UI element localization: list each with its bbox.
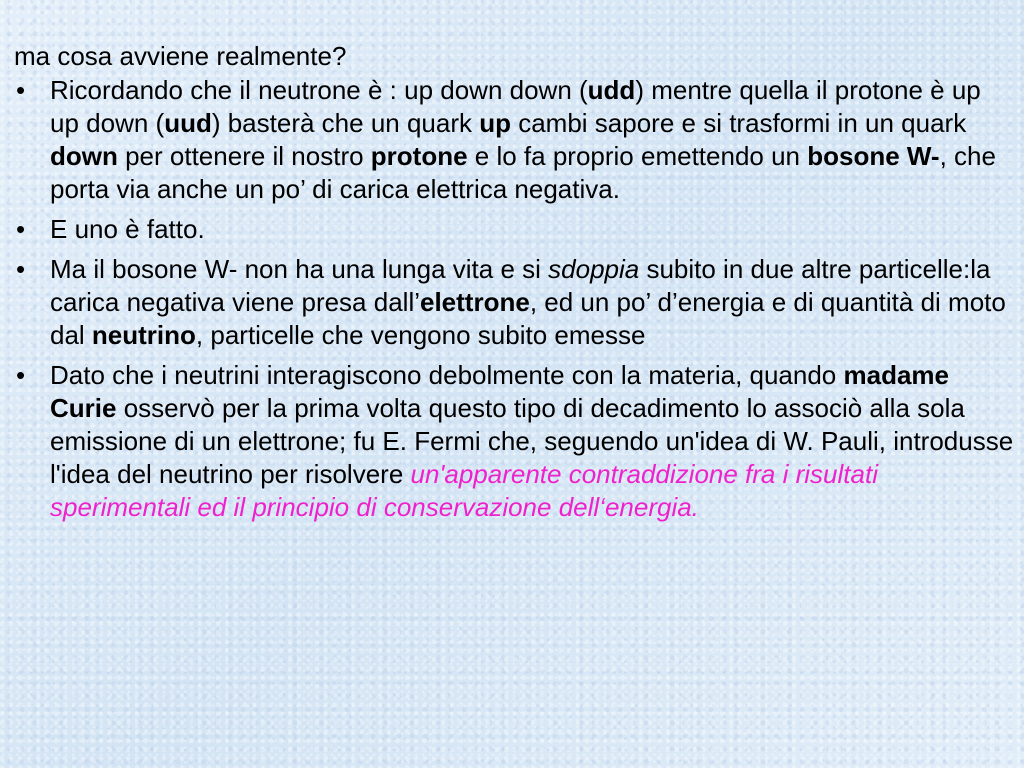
- bullet2-text: E uno è fatto.: [50, 214, 205, 244]
- uud-term: uud: [164, 108, 212, 138]
- intro-line: ma cosa avviene realmente?: [14, 41, 347, 71]
- bullet1-text: Ricordando che il neutrone è : up down down (udd) mentre quella il protone è up up down (uud) basterà che un quark up cambi sapore e si trasformi in un quark down per ottenere il nostro protone e lo fa proprio emettendo un bosone W-, che porta via anche un po’ di carica elettrica negativa.: [50, 75, 996, 204]
- bullet-list: [14, 74, 1016, 524]
- udd-term: udd: [587, 75, 636, 105]
- sdoppia-term: sdoppia: [548, 254, 640, 284]
- highlighted-phrase: un'apparente contraddizione fra i risultati sperimentali ed il principio di conservazione dell‘energia.: [50, 459, 878, 522]
- up-term: up: [479, 108, 511, 138]
- bullet-dot-icon: •: [16, 360, 26, 390]
- bullet-dot-icon: •: [16, 214, 26, 244]
- bullet-dot-icon: •: [16, 254, 26, 284]
- bullet3-text: Ma il bosone W- non ha una lunga vita e si sdoppia subito in due altre particelle:la carica negativa viene presa dall’elettrone, ed un po’ d’energia e di quantità di moto dal neutrino, particelle che vengono subito emesse: [50, 254, 1006, 350]
- bullet-dot-icon: •: [16, 75, 26, 105]
- slide-body: [14, 40, 1016, 531]
- down-term: down: [50, 141, 118, 171]
- bullet-item-neutron-decay: [14, 74, 1016, 206]
- bullet4-text: Dato che i neutrini interagiscono debolmente con la materia, quando madame Curie osservò per la prima volta questo tipo di decadimento lo associò alla sola emissione di un elettrone; fu E. Fermi che, seguendo un'idea di W. Pauli, introdusse l'idea del neutrino per risolvere un'apparente contraddizione fra i risultati sperimentali ed il principio di conservazione dell‘energia.: [50, 360, 1014, 522]
- curie-term: madame Curie: [50, 360, 949, 423]
- bullet-item-neutrino-history: [14, 359, 1016, 524]
- bullet-item-w-boson: [14, 253, 1016, 352]
- elettrone-term: elettrone: [420, 287, 530, 317]
- neutrino-term: neutrino: [91, 320, 196, 350]
- bosone-term: bosone W-: [807, 141, 940, 171]
- protone-term: protone: [370, 141, 468, 171]
- bullet-item-done: [14, 213, 1016, 246]
